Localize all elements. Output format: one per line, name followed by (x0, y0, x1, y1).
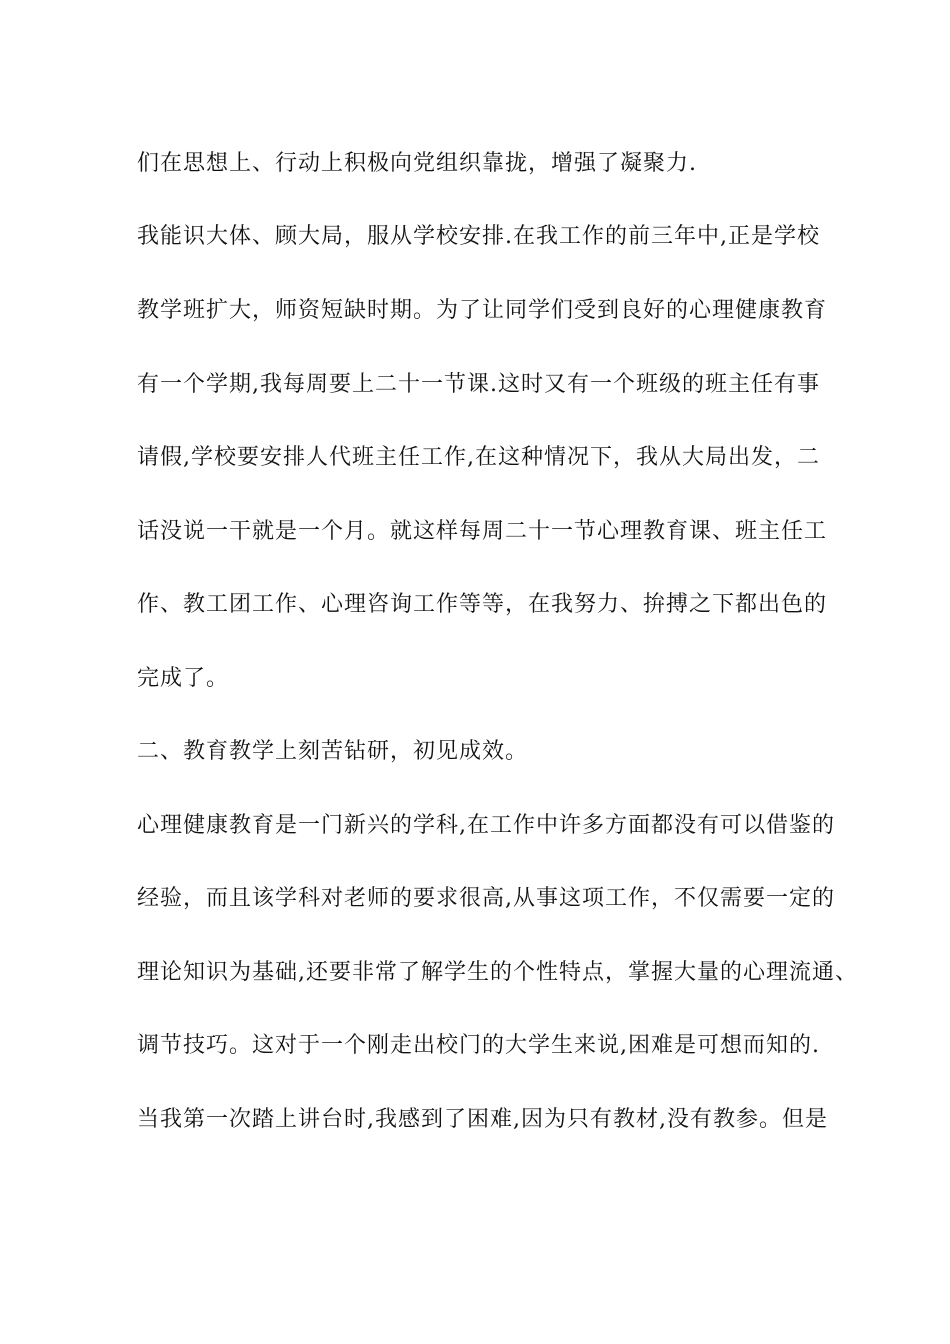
paragraph-line: 调节技巧。这对于一个刚走出校门的大学生来说,困难是可想而知的. (137, 1033, 820, 1058)
paragraph-line: 们在思想上、行动上积极向党组织靠拢，增强了凝聚力. (137, 151, 697, 176)
paragraph-line: 作、教工团工作、心理咨询工作等等，在我努力、拚搏之下都出色的 (137, 592, 828, 617)
paragraph-line: 当我第一次踏上讲台时,我感到了困难,因为只有教材,没有教参。但是 (137, 1107, 828, 1132)
paragraph-line: 教学班扩大，师资短缺时期。为了让同学们受到良好的心理健康教育 (137, 298, 828, 323)
paragraph-line: 有一个学期,我每周要上二十一节课.这时又有一个班级的班主任有事 (137, 372, 820, 397)
paragraph-line: 话没说一干就是一个月。就这样每周二十一节心理教育课、班主任工 (137, 519, 828, 544)
section-heading: 二、教育教学上刻苦钻研，初见成效。 (137, 739, 529, 764)
paragraph-line: 理论知识为基础,还要非常了解学生的个性特点，掌握大量的心理流通、 (137, 960, 858, 985)
paragraph-line: 完成了。 (137, 666, 230, 691)
paragraph-line: 心理健康教育是一门新兴的学科,在工作中许多方面都没有可以借鉴的 (137, 813, 835, 838)
paragraph-line: 我能识大体、顾大局，服从学校安排.在我工作的前三年中,正是学校 (137, 224, 820, 249)
paragraph-line: 经验，而且该学科对老师的要求很高,从事这项工作，不仅需要一定的 (137, 886, 835, 911)
paragraph-line: 请假,学校要安排人代班主任工作,在这种情况下，我从大局出发，二 (137, 445, 820, 470)
